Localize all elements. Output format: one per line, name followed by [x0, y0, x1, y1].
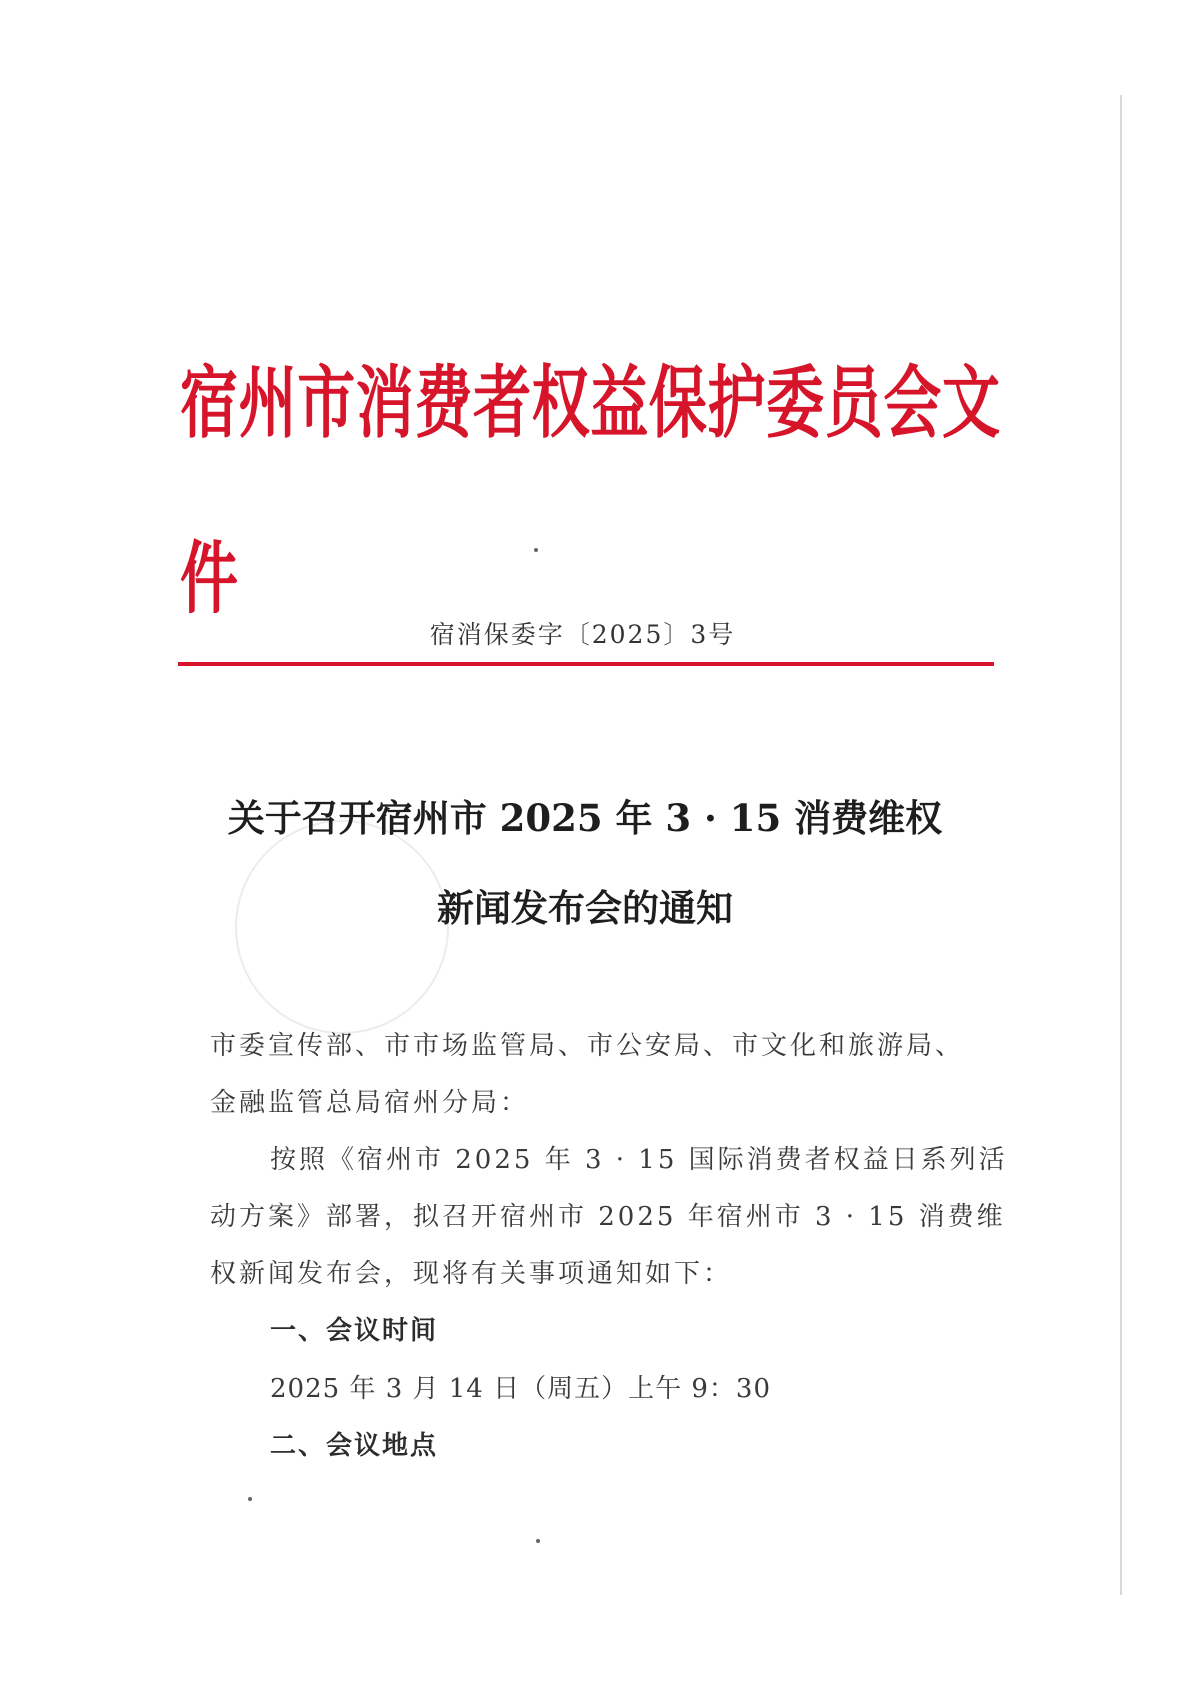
section-1-heading: 一、会议时间 [270, 1316, 439, 1346]
scan-speck [536, 1539, 540, 1543]
red-separator-rule [178, 662, 994, 666]
notice-title-line-2: 新闻发布会的通知 [437, 886, 733, 930]
section-1-text: 2025 年 3 月 14 日（周五）上午 9：30 [270, 1374, 772, 1404]
paragraph-line-3: 权新闻发布会，现将有关事项通知如下： [210, 1259, 733, 1289]
addressee-line-1: 市委宣传部、市市场监管局、市公安局、市文化和旅游局、 [210, 1031, 965, 1061]
section-2-heading: 二、会议地点 [270, 1431, 439, 1461]
scan-speck [248, 1497, 252, 1501]
page-edge [1120, 95, 1122, 1595]
paragraph-line-1: 按照《宿州市 2025 年 3 · 15 国际消费者权益日系列活 [270, 1145, 1008, 1175]
scan-speck [534, 548, 538, 552]
addressee-line-2: 金融监管总局宿州分局： [210, 1088, 530, 1118]
document-number: 宿消保委字〔2025〕3号 [429, 620, 736, 649]
notice-title-line-1: 关于召开宿州市 2025 年 3 · 15 消费维权 [227, 796, 943, 840]
paragraph-line-2: 动方案》部署，拟召开宿州市 2025 年宿州市 3 · 15 消费维 [210, 1202, 1006, 1232]
document-masthead: 宿州市消费者权益保护委员会文件 [180, 357, 1000, 625]
